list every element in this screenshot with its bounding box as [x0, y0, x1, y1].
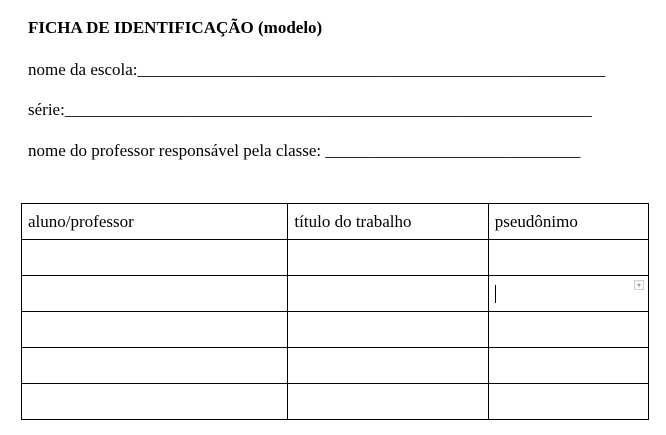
table-row	[22, 240, 649, 276]
school-name-line[interactable]: nome da escola:_______________________________________________________	[28, 60, 606, 79]
table-cell[interactable]	[288, 384, 488, 420]
table-cell[interactable]	[22, 348, 288, 384]
table-cell[interactable]	[288, 276, 488, 312]
text-cursor	[495, 285, 497, 303]
table-cell[interactable]	[288, 348, 488, 384]
active-table-cell[interactable]	[488, 276, 648, 312]
table-cell[interactable]	[22, 240, 288, 276]
table-row	[22, 348, 649, 384]
table-row	[22, 276, 649, 312]
table-row	[22, 312, 649, 348]
table-cell[interactable]	[488, 348, 648, 384]
chevron-down-icon[interactable]	[634, 280, 644, 290]
header-pseudonym[interactable]: pseudônimo	[488, 204, 648, 240]
table-cell[interactable]	[288, 312, 488, 348]
table-cell[interactable]	[488, 240, 648, 276]
table-row	[22, 384, 649, 420]
table-cell[interactable]	[22, 276, 288, 312]
table-cell[interactable]	[22, 312, 288, 348]
table-header-row	[22, 204, 649, 240]
header-work-title[interactable]: título do trabalho	[288, 204, 488, 240]
table-cell[interactable]	[288, 240, 488, 276]
teacher-name-line[interactable]: nome do professor responsável pela classe: ______________________________	[28, 141, 581, 160]
table-cell[interactable]	[22, 384, 288, 420]
grade-line[interactable]: série:______________________________________________________________	[28, 100, 592, 119]
table-cell[interactable]	[488, 384, 648, 420]
form-title: FICHA DE IDENTIFICAÇÃO (modelo)	[28, 18, 323, 37]
table-cell[interactable]	[488, 312, 648, 348]
header-student-teacher[interactable]: aluno/professor	[22, 204, 288, 240]
identification-table	[21, 203, 649, 420]
